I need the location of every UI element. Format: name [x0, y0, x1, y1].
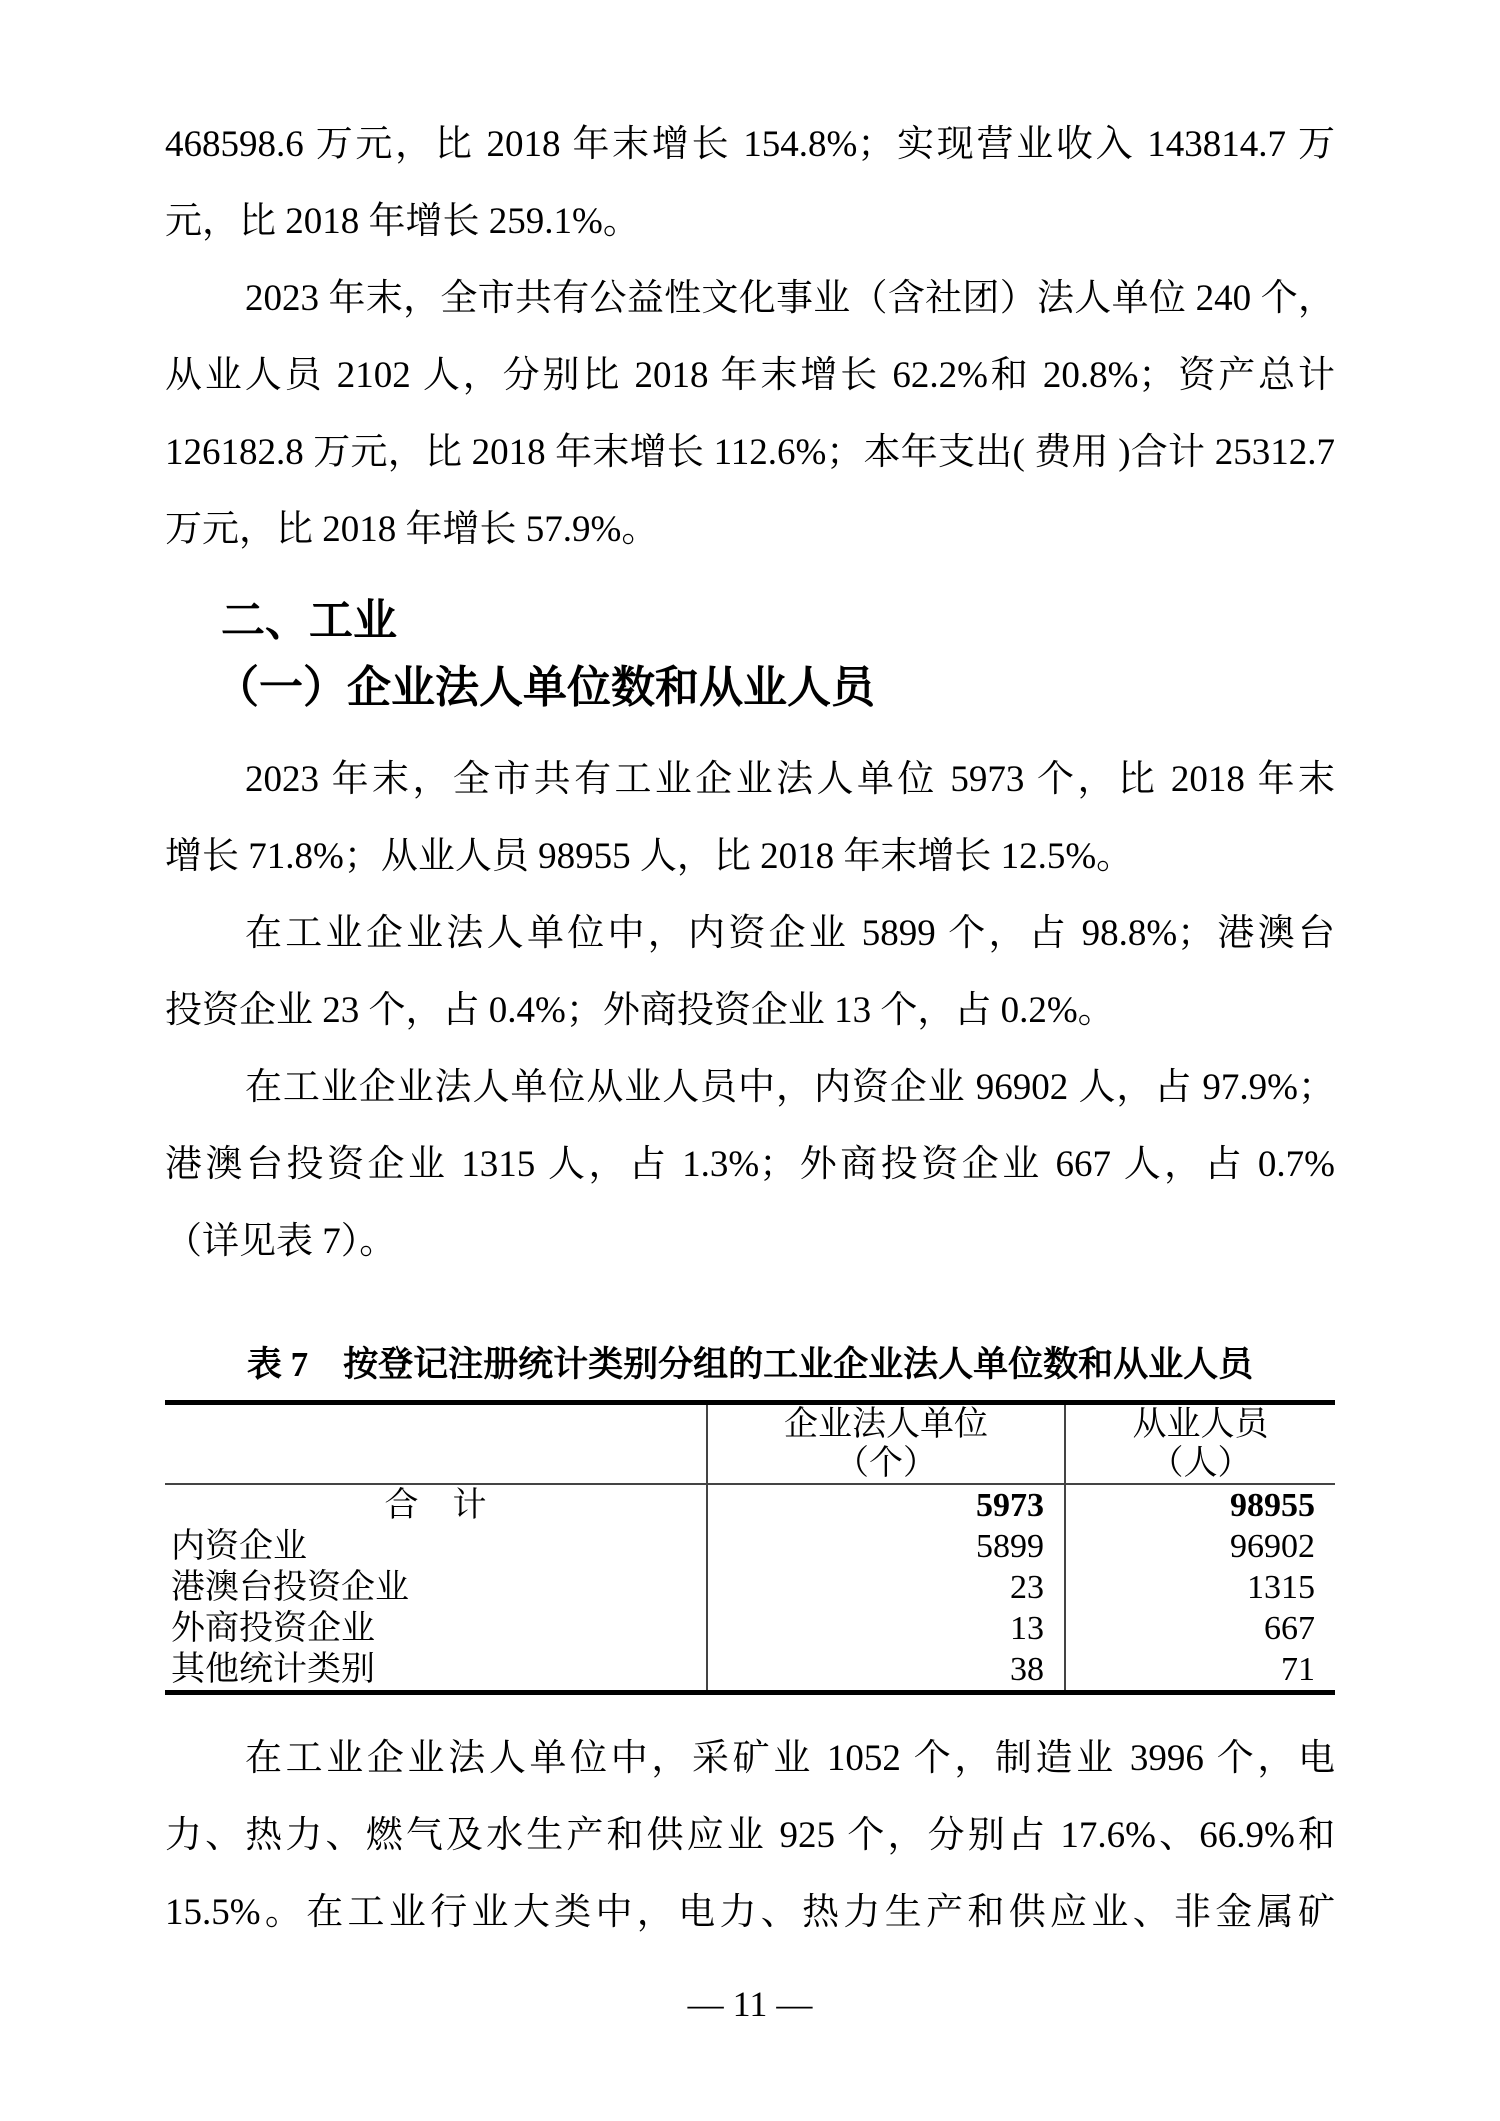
row-label: 外商投资企业: [171, 1610, 375, 1647]
paragraph-4: [165, 895, 1335, 1049]
table7-header-persons-cell: [1065, 1403, 1335, 1485]
table-row: [165, 1567, 1335, 1608]
row-units-value: 13: [707, 1608, 1065, 1649]
table-row-total: [165, 1484, 1335, 1526]
table7-header-label-cell: [165, 1403, 707, 1485]
table-row: [165, 1526, 1335, 1567]
page-number: — 11 —: [687, 1984, 813, 2024]
table7-header-row: [165, 1403, 1335, 1485]
persons-header-line1: 从业人员: [1132, 1406, 1269, 1443]
row-persons-value: 96902: [1065, 1526, 1335, 1567]
text-line: 港澳台投资企业 1315 人，占 1.3%；外商投资企业 667 人，占 0.7%: [165, 1144, 1335, 1185]
paragraph-5: [165, 1049, 1335, 1280]
table-row: [165, 1608, 1335, 1649]
text-line: 2023 年末，全市共有工业企业法人单位 5973 个，比 2018 年末: [245, 759, 1335, 800]
text-line: 元，比 2018 年增长 259.1%。: [165, 201, 640, 242]
text-line: 468598.6 万元，比 2018 年末增长 154.8%；实现营业收入 143814.7 万: [165, 124, 1335, 165]
subsection-heading: （一）企业法人单位数和从业人员: [215, 663, 875, 712]
row-label: 港澳台投资企业: [171, 1569, 409, 1606]
text-line: 万元，比 2018 年增长 57.9%。: [165, 509, 659, 550]
row-label: 其他统计类别: [171, 1651, 375, 1688]
table7-header: [165, 1403, 1335, 1485]
row-persons-value: 71: [1065, 1649, 1335, 1693]
units-header-line1: 企业法人单位: [784, 1406, 988, 1443]
text-line: 126182.8 万元，比 2018 年末增长 112.6%；本年支出( 费用 )合计 25312.7: [165, 432, 1335, 473]
paragraph-2: [165, 260, 1335, 568]
table7-title: 表 7 按登记注册统计类别分组的工业企业法人单位数和从业人员: [246, 1345, 1254, 1384]
units-header-line2: （个）: [835, 1445, 937, 1482]
row-label: 合 计: [384, 1487, 487, 1524]
row-persons-value: 98955: [1065, 1484, 1335, 1526]
table7: [165, 1400, 1335, 1695]
text-line: 在工业企业法人单位中，内资企业 5899 个，占 98.8%；港澳台: [245, 913, 1335, 954]
paragraph-3: [165, 741, 1335, 895]
text-line: 在工业企业法人单位中，采矿业 1052 个，制造业 3996 个，电: [245, 1738, 1335, 1779]
paragraph-1: [165, 106, 1335, 260]
table7-header-units-cell: [707, 1403, 1065, 1485]
text-line: （详见表 7）。: [165, 1221, 397, 1262]
row-units-value: 38: [707, 1649, 1065, 1693]
row-persons-value: 1315: [1065, 1567, 1335, 1608]
row-units-value: 5899: [707, 1526, 1065, 1567]
page-content: [165, 0, 1335, 2029]
text-line: 投资企业 23 个，占 0.4%；外商投资企业 13 个，占 0.2%。: [165, 990, 1115, 1031]
text-line: 2023 年末，全市共有公益性文化事业（含社团）法人单位 240 个，: [245, 278, 1335, 319]
row-units-value: 23: [707, 1567, 1065, 1608]
text-line: 15.5%。在工业行业大类中，电力、热力生产和供应业、非金属矿: [165, 1892, 1335, 1933]
text-line: 力、热力、燃气及水生产和供应业 925 个，分别占 17.6%、66.9%和: [165, 1815, 1335, 1856]
table7-body: [165, 1484, 1335, 1693]
text-line: 增长 71.8%；从业人员 98955 人，比 2018 年末增长 12.5%。: [165, 836, 1134, 877]
table-row: [165, 1649, 1335, 1693]
row-label: 内资企业: [171, 1528, 307, 1565]
row-units-value: 5973: [707, 1484, 1065, 1526]
row-persons-value: 667: [1065, 1608, 1335, 1649]
section-heading: 二、工业: [221, 596, 397, 645]
persons-header-line2: （人）: [1149, 1445, 1252, 1482]
text-line: 从业人员 2102 人，分别比 2018 年末增长 62.2%和 20.8%；资产总计: [165, 355, 1335, 396]
paragraph-6: [165, 1720, 1335, 1951]
text-line: 在工业企业法人单位从业人员中，内资企业 96902 人，占 97.9%；: [245, 1067, 1335, 1108]
